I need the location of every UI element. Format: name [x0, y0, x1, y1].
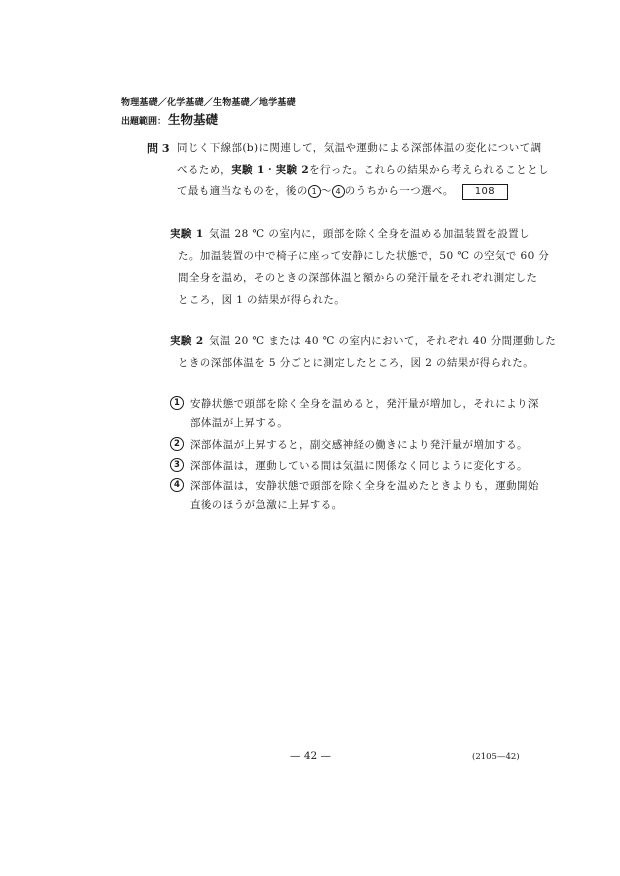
- question-line-3-pre: て最も適当なものを，後の: [177, 185, 308, 197]
- choice-1-line-2: 部体温が上昇する。: [190, 417, 289, 429]
- experiment-2-line-2: ときの深部体温を 5 分ごとに測定したところ，図 2 の結果が得られた。: [178, 357, 535, 369]
- question-line-2: [177, 162, 549, 177]
- choice-4-line-1: 深部体温は，安静状態で頭部を除く全身を温めたときよりも，運動開始: [190, 480, 539, 492]
- question-line-3: [177, 183, 508, 200]
- tilde: ～: [320, 185, 332, 197]
- choice-1-mark[interactable]: 1: [170, 396, 184, 410]
- experiment-2-line-1: 気温 20 ℃ または 40 ℃ の室内において，それぞれ 40 分間運動した: [209, 335, 557, 347]
- question-line-1: 同じく下線部(b)に関連して，気温や運動による深部体温の変化について調: [177, 142, 542, 154]
- choice-3-line-1: 深部体温は，運動している間は気温に関係なく同じように変化する。: [190, 460, 528, 472]
- choice-mark-last: 4: [332, 185, 345, 198]
- subject-list: 物理基礎／化学基礎／生物基礎／地学基礎: [121, 98, 296, 108]
- experiment-1-line-4: ところ，図 1 の結果が得られた。: [178, 294, 346, 306]
- experiment-2-ref: 実験 2: [275, 164, 310, 176]
- answer-number-box: 108: [462, 184, 508, 200]
- choice-mark-first: 1: [308, 185, 321, 198]
- page-number: — 42 —: [290, 750, 332, 762]
- exam-scope: [121, 109, 218, 128]
- scope-subject: 生物基礎: [168, 112, 219, 127]
- choice-2-mark[interactable]: 2: [170, 437, 184, 451]
- experiment-2-label: 実験 2: [170, 335, 204, 347]
- question-line-2-post: を行った。これらの結果から考えられることとし: [309, 164, 549, 176]
- choice-3-mark[interactable]: 3: [170, 458, 184, 472]
- question-number: 問 3: [147, 142, 170, 155]
- experiment-1-ref: 実験 1: [231, 164, 265, 176]
- separator-dot: ・: [264, 164, 276, 176]
- choice-4-line-2: 直後のほうが急激に上昇する。: [190, 499, 343, 511]
- experiment-1-label: 実験 1: [170, 228, 204, 240]
- choice-2-line-1: 深部体温が上昇すると，副交感神経の働きにより発汗量が増加する。: [190, 439, 528, 451]
- choice-4-mark[interactable]: 4: [170, 478, 184, 492]
- experiment-1-line-2: た。加温装置の中で椅子に座って安静にした状態で，50 ℃ の空気で 60 分: [178, 250, 550, 262]
- question-line-3-post: のうちから一つ選べ。: [344, 185, 454, 197]
- choice-1-line-1: 安静状態で頭部を除く全身を温めると，発汗量が増加し，それにより深: [190, 398, 539, 410]
- experiment-1-line-3: 間全身を温め，そのときの深部体温と額からの発汗量をそれぞれ測定した: [178, 272, 538, 284]
- scope-label: 出題範囲：: [121, 117, 167, 127]
- experiment-1-line-1: 気温 28 ℃ の室内に，頭部を除く全身を温める加温装置を設置し: [209, 228, 530, 240]
- question-line-2-pre: べるため，: [177, 164, 232, 176]
- document-code: (2105—42): [472, 752, 520, 762]
